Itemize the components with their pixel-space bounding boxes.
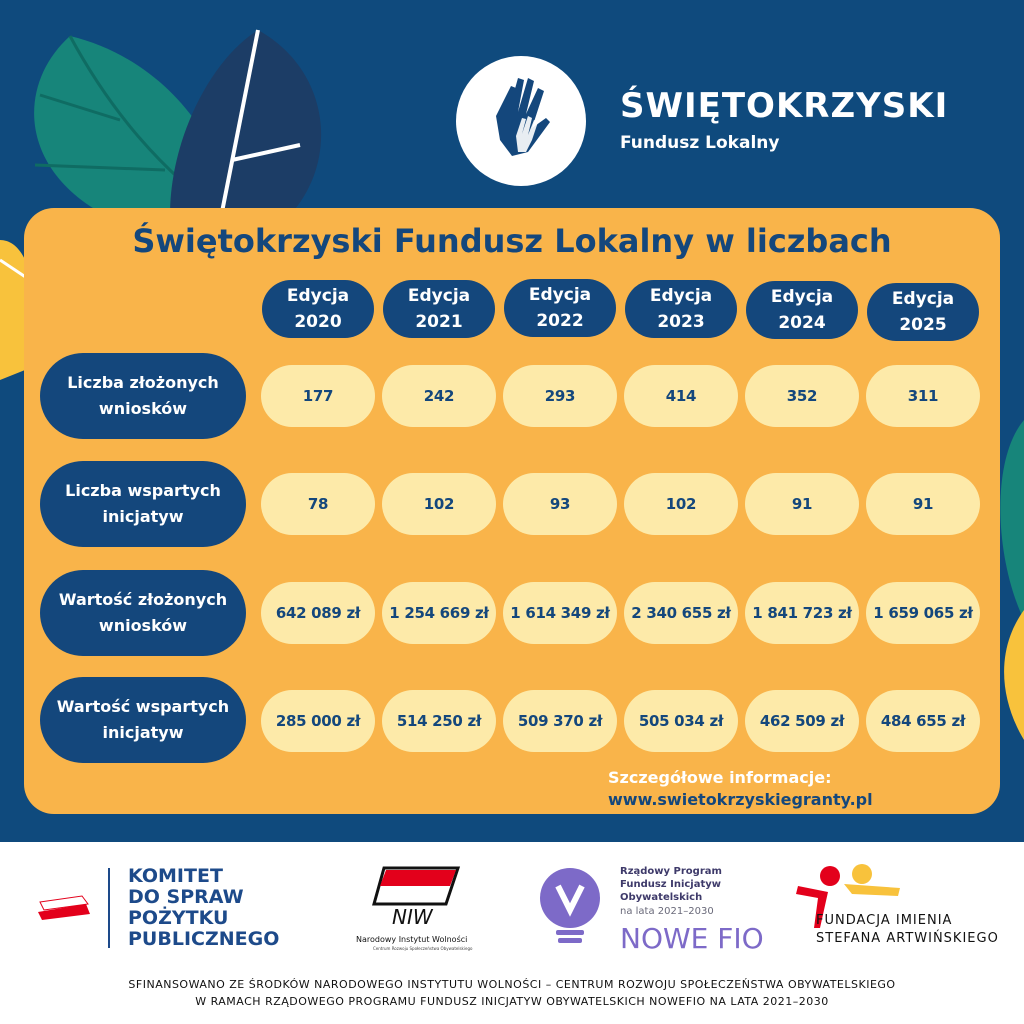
table-cell: 285 000 zł — [261, 690, 375, 752]
table-cell: 293 — [503, 365, 617, 427]
disclaimer-text: SFINANSOWANO ZE ŚRODKÓW NARODOWEGO INSTYTUTU WOLNOŚCI – CENTRUM ROZWOJU SPOŁECZEŃSTWA OBYWATELSKIEGO W RAMACH RZĄDOWEGO PROGRAMU FUNDUSZ INICJATYW OBYWATELSKICH NOWEFIO NA LATA 2021–2030 — [128, 978, 896, 1008]
table-cell: 1 614 349 zł — [503, 582, 617, 644]
foundation-name: FUNDACJA IMIENIA STEFANA ARTWIŃSKIEGO — [816, 913, 999, 946]
kdspp-logo — [36, 866, 116, 950]
column-header-2020: Edycja 2020 — [262, 280, 374, 338]
kdspp-name: KOMITET DO SPRAW POŻYTKU PUBLICZNEGO — [128, 865, 280, 950]
hand-logo — [456, 56, 586, 186]
funding-disclaimer — [0, 976, 1024, 1010]
table-cell: 2 340 655 zł — [624, 582, 738, 644]
table-cell: 242 — [382, 365, 496, 427]
table-cell: 505 034 zł — [624, 690, 738, 752]
fio-name: NOWE FIO — [620, 922, 764, 955]
brand-name: ŚWIĘTOKRZYSKI — [620, 86, 949, 126]
table-cell: 642 089 zł — [261, 582, 375, 644]
table-cell: 78 — [261, 473, 375, 535]
table-cell: 484 655 zł — [866, 690, 980, 752]
column-header-2021: Edycja 2021 — [383, 280, 495, 338]
table-cell: 514 250 zł — [382, 690, 496, 752]
table-cell: 177 — [261, 365, 375, 427]
table-cell: 311 — [866, 365, 980, 427]
table-cell: 509 370 zł — [503, 690, 617, 752]
table-cell: 93 — [503, 473, 617, 535]
row-label-submitted-count: Liczba złożonych wniosków — [40, 353, 246, 439]
table-cell: 1 254 669 zł — [382, 582, 496, 644]
table-cell: 102 — [382, 473, 496, 535]
column-header-2024: Edycja 2024 — [746, 281, 858, 339]
hand-icon — [456, 56, 586, 186]
lightbulb-icon — [536, 866, 606, 950]
table-cell: 462 509 zł — [745, 690, 859, 752]
fio-years: na lata 2021–2030 — [620, 906, 714, 917]
column-header-2023: Edycja 2023 — [625, 280, 737, 338]
column-header-2022: Edycja 2022 — [504, 279, 616, 337]
table-cell: 1 659 065 zł — [866, 582, 980, 644]
table-cell: 102 — [624, 473, 738, 535]
table-cell: 414 — [624, 365, 738, 427]
fio-program-text: Rządowy Program Fundusz Inicjatyw Obywatelskich — [620, 866, 722, 903]
niw-subcaption: Centrum Rozwoju Społeczeństwa Obywatelskiego — [373, 946, 473, 951]
niw-logo — [372, 866, 462, 930]
table-cell: 91 — [745, 473, 859, 535]
table-cell: 1 841 723 zł — [745, 582, 859, 644]
brand-subtitle: Fundusz Lokalny — [620, 133, 780, 153]
niw-letters: NIW — [392, 905, 433, 929]
row-label-supported-count: Liczba wspartych inicjatyw — [40, 461, 246, 547]
info-label: Szczegółowe informacje: — [608, 768, 832, 787]
website-link[interactable]: www.swietokrzyskiegranty.pl — [608, 790, 873, 809]
table-cell: 352 — [745, 365, 859, 427]
row-label-submitted-value: Wartość złożonych wniosków — [40, 570, 246, 656]
row-label-supported-value: Wartość wspartych inicjatyw — [40, 677, 246, 763]
niw-caption: Narodowy Instytut Wolności — [356, 935, 468, 944]
table-cell: 91 — [866, 473, 980, 535]
panel-title: Świętokrzyski Fundusz Lokalny w liczbach — [132, 222, 892, 260]
column-header-2025: Edycja 2025 — [867, 283, 979, 341]
